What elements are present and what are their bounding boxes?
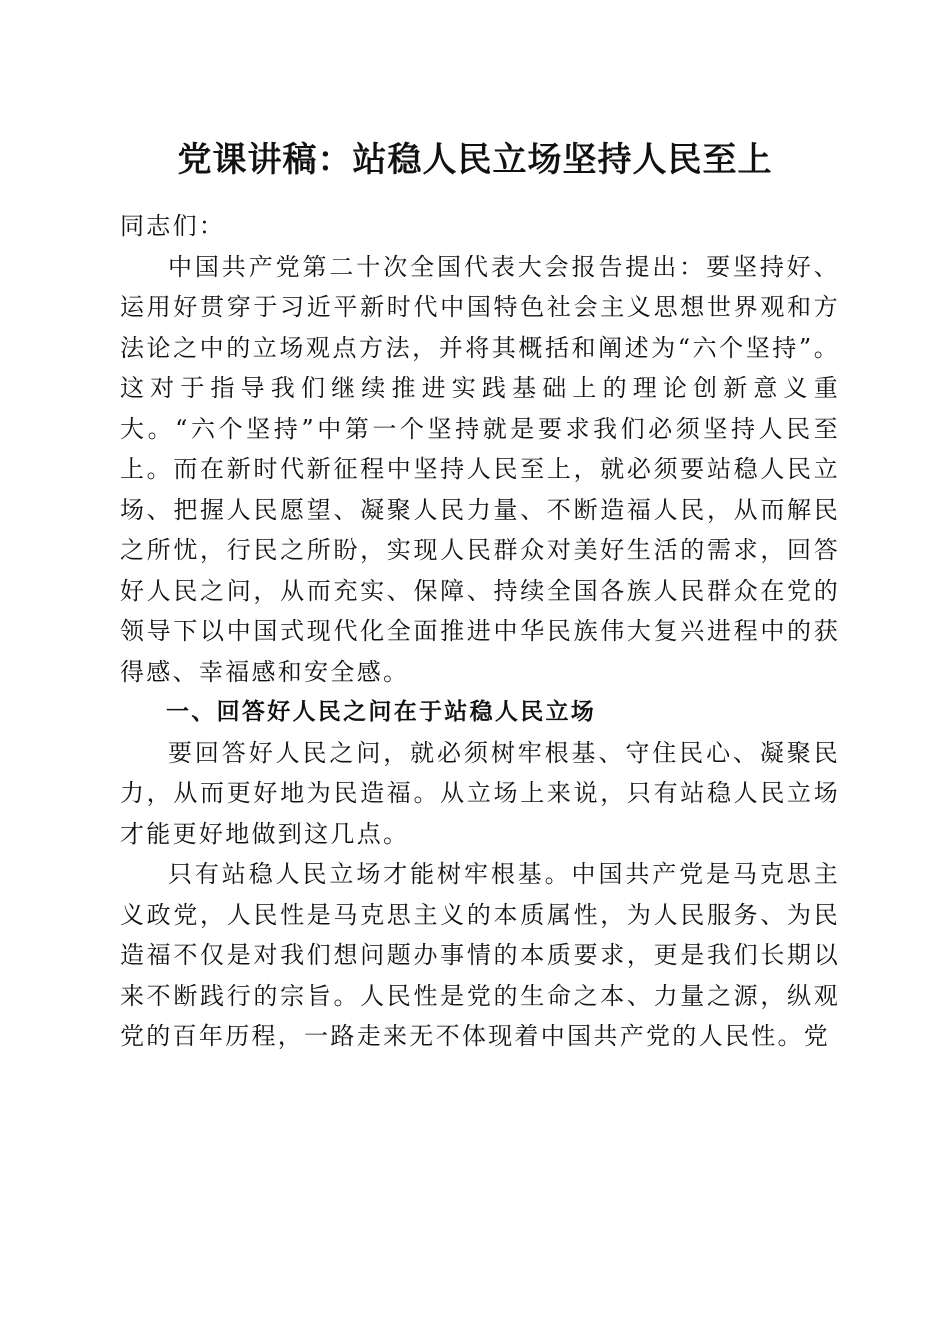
intro-paragraph: 中国共产党第二十次全国代表大会报告提出：要坚持好、运用好贯穿于习近平新时代中国特色社会主义思想世界观和方法论之中的立场观点方法，并将其概括和阐述为“六个坚持”。这对于指导我们继续推进实践基础上的理论创新意义重大。“六个坚持”中第一个坚持就是要求我们必须坚持人民至上。而在新时代新征程中坚持人民至上，就必须要站稳人民立场、把握人民愿望、凝聚人民力量、不断造福人民，从而解民之所忧，行民之所盼，实现人民群众对美好生活的需求，回答好人民之问，从而充实、保障、持续全国各族人民群众在党的领导下以中国式现代化全面推进中华民族伟大复兴进程中的获得感、幸福感和安全感。 — [120, 252, 840, 686]
salutation: 同志们： — [120, 212, 226, 240]
document-title: 党课讲稿：站稳人民立场坚持人民至上 — [177, 140, 773, 180]
document-body — [120, 206, 840, 1057]
section-heading: 一、回答好人民之问在于站稳人民立场 — [166, 699, 597, 725]
section-paragraph-2: 只有站稳人民立场才能树牢根基。中国共产党是马克思主义政党，人民性是马克思主义的本质属性，为人民服务、为民造福不仅是对我们想问题办事情的本质要求，更是我们长期以来不断践行的宗旨。人民性是党的生命之本、力量之源，纵观党的百年历程，一路走来无不体现着中国共产党的人民性。党 — [120, 860, 840, 1050]
section-paragraph-1: 要回答好人民之问，就必须树牢根基、守住民心、凝聚民力，从而更好地为民造福。从立场上来说，只有站稳人民立场才能更好地做到这几点。 — [120, 738, 840, 848]
